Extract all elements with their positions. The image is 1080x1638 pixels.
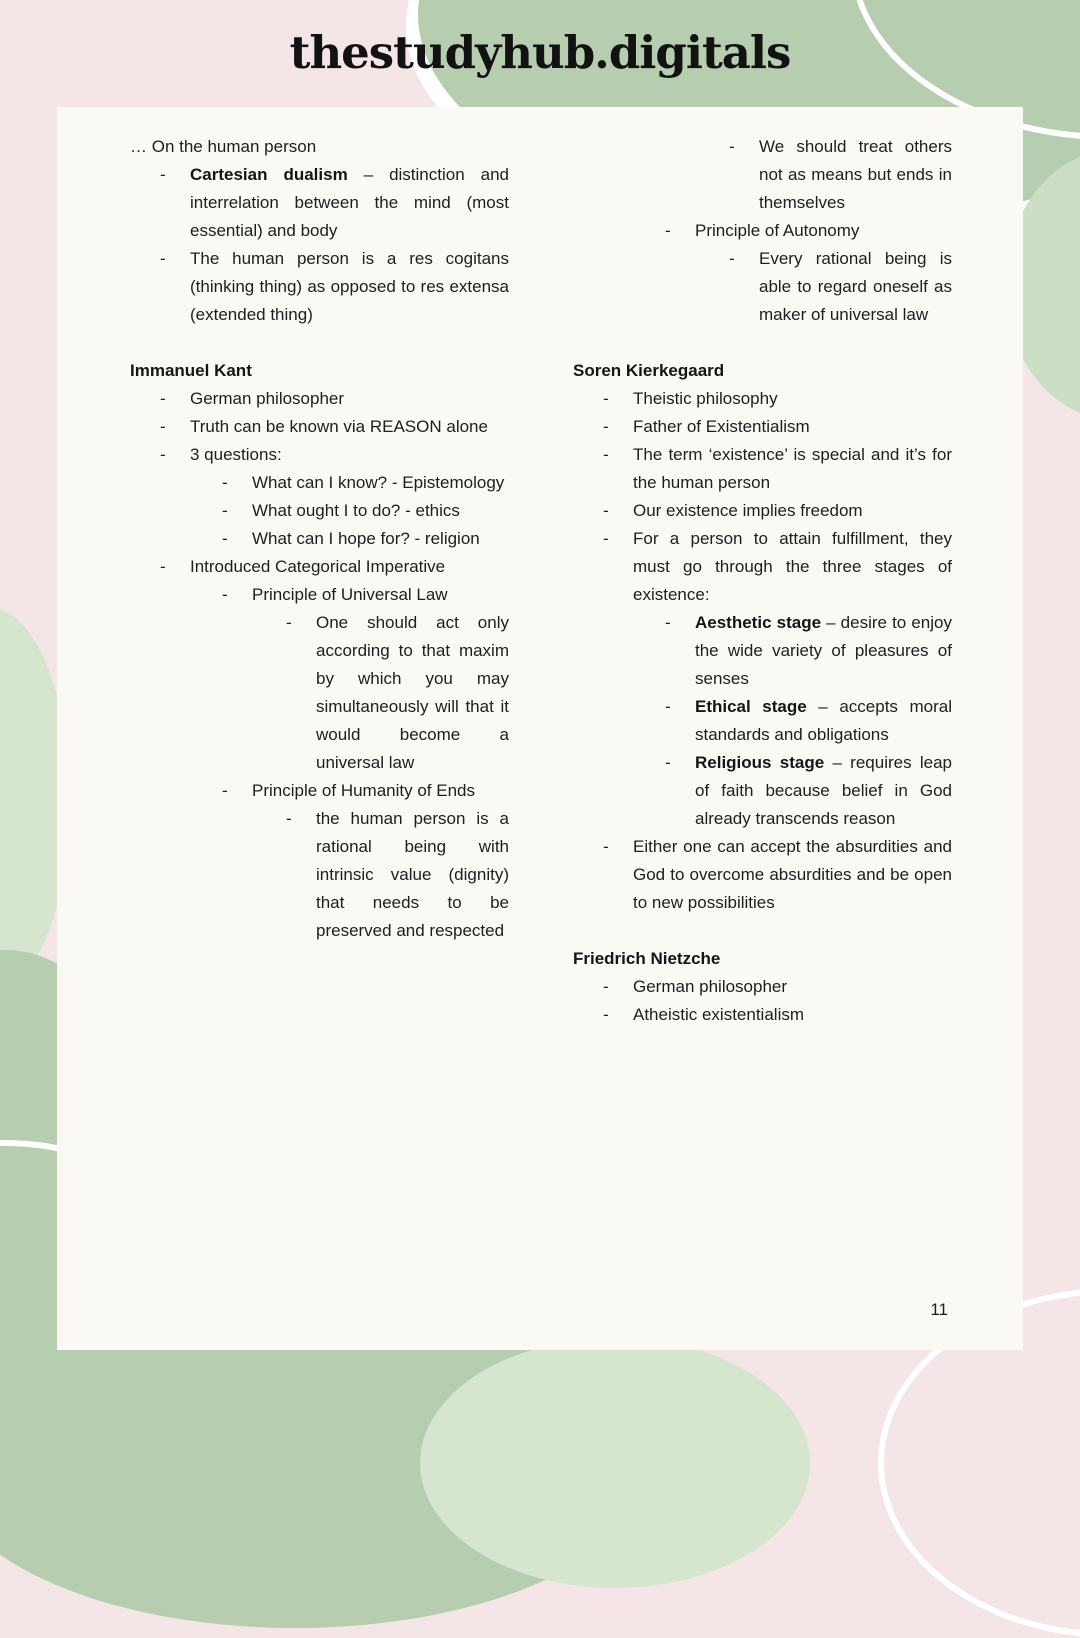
list-item [665,749,952,833]
dash-marker: - [603,501,609,520]
item-rest: – distinction and interrelation between the mind (most essential) and body [190,165,509,240]
dash-marker: - [603,1005,609,1024]
list-item [603,413,952,441]
heading-kant: Immanuel Kant [130,361,252,380]
item-text: For a person to attain fulfillment, they must go through the three stages of existence: [633,529,952,604]
dash-marker: - [603,837,609,856]
list-item [603,525,952,609]
item-text: Father of Existentialism [633,417,810,436]
item-rest: – requires leap of faith because belief in God already transcends reason [695,753,952,828]
list-item [729,245,952,329]
list-item [222,497,509,525]
dash-marker: - [222,473,228,492]
item-text: the human person is a rational being with intrinsic value (dignity) that needs to be preserved and respected [316,809,509,940]
list-item [603,1001,952,1029]
item-text: One should act only according to that maxim by which you may simultaneously will that it would become a universal law [316,613,509,772]
list-item [286,805,509,945]
list-item [160,161,509,245]
page-number: 11 [930,1300,948,1319]
list-item [286,609,509,777]
item-bold: Aesthetic stage [695,613,822,632]
list-item [665,693,952,749]
heading-nietzche: Friedrich Nietzche [573,949,721,968]
list-item [222,469,509,497]
dash-marker: - [160,165,166,184]
dash-marker: - [603,977,609,996]
dash-marker: - [729,137,735,156]
list-item [603,385,952,413]
item-bold: Cartesian dualism [190,165,348,184]
item-text: Truth can be known via REASON alone [190,417,488,436]
item-text: What can I know? - Epistemology [252,473,505,492]
right-column [573,133,952,1029]
item-text: Introduced Categorical Imperative [190,557,446,576]
item-text: Principle of Autonomy [695,221,860,240]
dash-marker: - [160,417,166,436]
dash-marker: - [286,613,292,632]
item-text [190,161,509,245]
dash-marker: - [603,417,609,436]
brand-title: thestudyhub.digitals [289,26,791,79]
item-text [695,609,952,693]
item-text: The term ‘existence’ is special and it’s for the human person [633,445,952,492]
heading-kierkegaard: Soren Kierkegaard [573,361,725,380]
dash-marker: - [665,613,671,632]
item-rest: – desire to enjoy the wide variety of pleasures of senses [695,613,952,688]
item-text: Principle of Humanity of Ends [252,781,475,800]
item-text: What ought I to do? - ethics [252,501,460,520]
dash-marker: - [603,389,609,408]
list-item [222,525,509,553]
item-rest: – accepts moral standards and obligations [695,697,952,744]
dash-marker: - [160,445,166,464]
item-text: German philosopher [633,977,788,996]
item-text: German philosopher [190,389,345,408]
dash-marker: - [160,557,166,576]
list-item [160,245,509,329]
list-item [665,217,952,245]
dash-marker: - [665,697,671,716]
dash-marker: - [222,781,228,800]
list-item [160,441,509,469]
item-text: 3 questions: [190,445,282,464]
two-column-layout [57,107,1023,1029]
list-item [603,833,952,917]
list-item [729,133,952,217]
list-item [160,553,509,581]
list-item [160,413,509,441]
item-text: Either one can accept the absurdities and God to overcome absurdities and be open to new possibilities [633,837,952,912]
list-item [603,973,952,1001]
decor-blob-bottom-light [420,1338,810,1588]
item-bold: Religious stage [695,753,825,772]
dash-marker: - [603,529,609,548]
item-text: Atheistic existentialism [633,1005,805,1024]
dash-marker: - [286,809,292,828]
list-item [222,777,509,805]
item-text [695,749,952,833]
item-text: What can I hope for? - religion [252,529,480,548]
item-text: The human person is a res cogitans (thinking thing) as opposed to res extensa (extended thing) [190,249,509,324]
dash-marker: - [160,249,166,268]
item-text: We should treat others not as means but ends in themselves [759,137,952,212]
list-item [665,609,952,693]
list-item [160,385,509,413]
intro-line: … On the human person [130,137,317,156]
item-bold: Ethical stage [695,697,807,716]
item-text: Principle of Universal Law [252,585,448,604]
paper-page [57,107,1023,1350]
item-text: Every rational being is able to regard oneself as maker of universal law [759,249,952,324]
left-column [130,133,509,1029]
list-item [222,581,509,609]
item-text: Our existence implies freedom [633,501,863,520]
dash-marker: - [603,445,609,464]
item-text: Theistic philosophy [633,389,778,408]
dash-marker: - [729,249,735,268]
dash-marker: - [222,529,228,548]
dash-marker: - [665,753,671,772]
dash-marker: - [222,585,228,604]
list-item [603,497,952,525]
item-text [695,693,952,749]
dash-marker: - [222,501,228,520]
list-item [603,441,952,497]
dash-marker: - [160,389,166,408]
dash-marker: - [665,221,671,240]
